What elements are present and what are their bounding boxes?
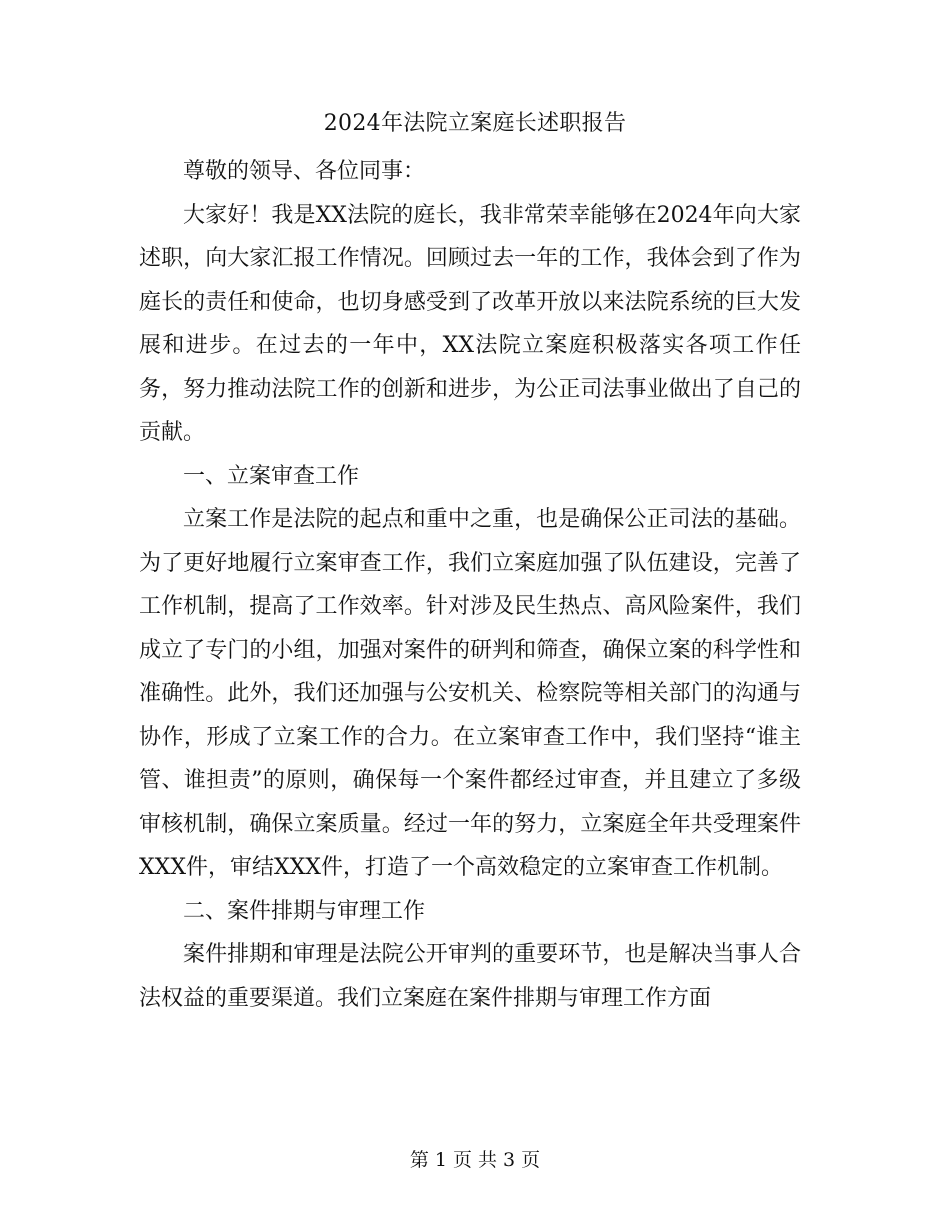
paragraph-case-scheduling: 案件排期和审理是法院公开审判的重要环节，也是解决当事人合法权益的重要渠道。我们立案庭在案件排期与审理工作方面 <box>139 942 801 1011</box>
section-heading-1: 一、立案审查工作 <box>183 463 360 489</box>
paragraph-introduction: 大家好！我是XX法院的庭长，我非常荣幸能够在2024年向大家述职，向大家汇报工作情况。回顾过去一年的工作，我体会到了作为庭长的责任和使命，也切身感受到了改革开放以来法院系统的巨大发展和进步。在过去的一年中，XX法院立案庭积极落实各项工作任务，努力推动法院工作的创新和进步，为公正司法事业做出了自己的贡献。 <box>139 202 801 445</box>
page-footer: 第 1 页 共 3 页 <box>409 1149 541 1171</box>
document-body <box>139 150 801 1020</box>
section-heading-2: 二、案件排期与审理工作 <box>183 898 426 924</box>
document-title: 2024年法院立案庭长述职报告 <box>323 111 627 136</box>
salutation: 尊敬的领导、各位同事： <box>183 159 426 184</box>
paragraph-filing-review: 立案工作是法院的起点和重中之重，也是确保公正司法的基础。为了更好地履行立案审查工作，我们立案庭加强了队伍建设，完善了工作机制，提高了工作效率。针对涉及民生热点、高风险案件，我们成立了专门的小组，加强对案件的研判和筛查，确保立案的科学性和准确性。此外，我们还加强与公安机关、检察院等相关部门的沟通与协作，形成了立案工作的合力。在立案审查工作中，我们坚持“谁主管、谁担责”的原则，确保每一个案件都经过审查，并且建立了多级审核机制，确保立案质量。经过一年的努力，立案庭全年共受理案件XXX件，审结XXX件，打造了一个高效稳定的立案审查工作机制。 <box>139 507 801 880</box>
